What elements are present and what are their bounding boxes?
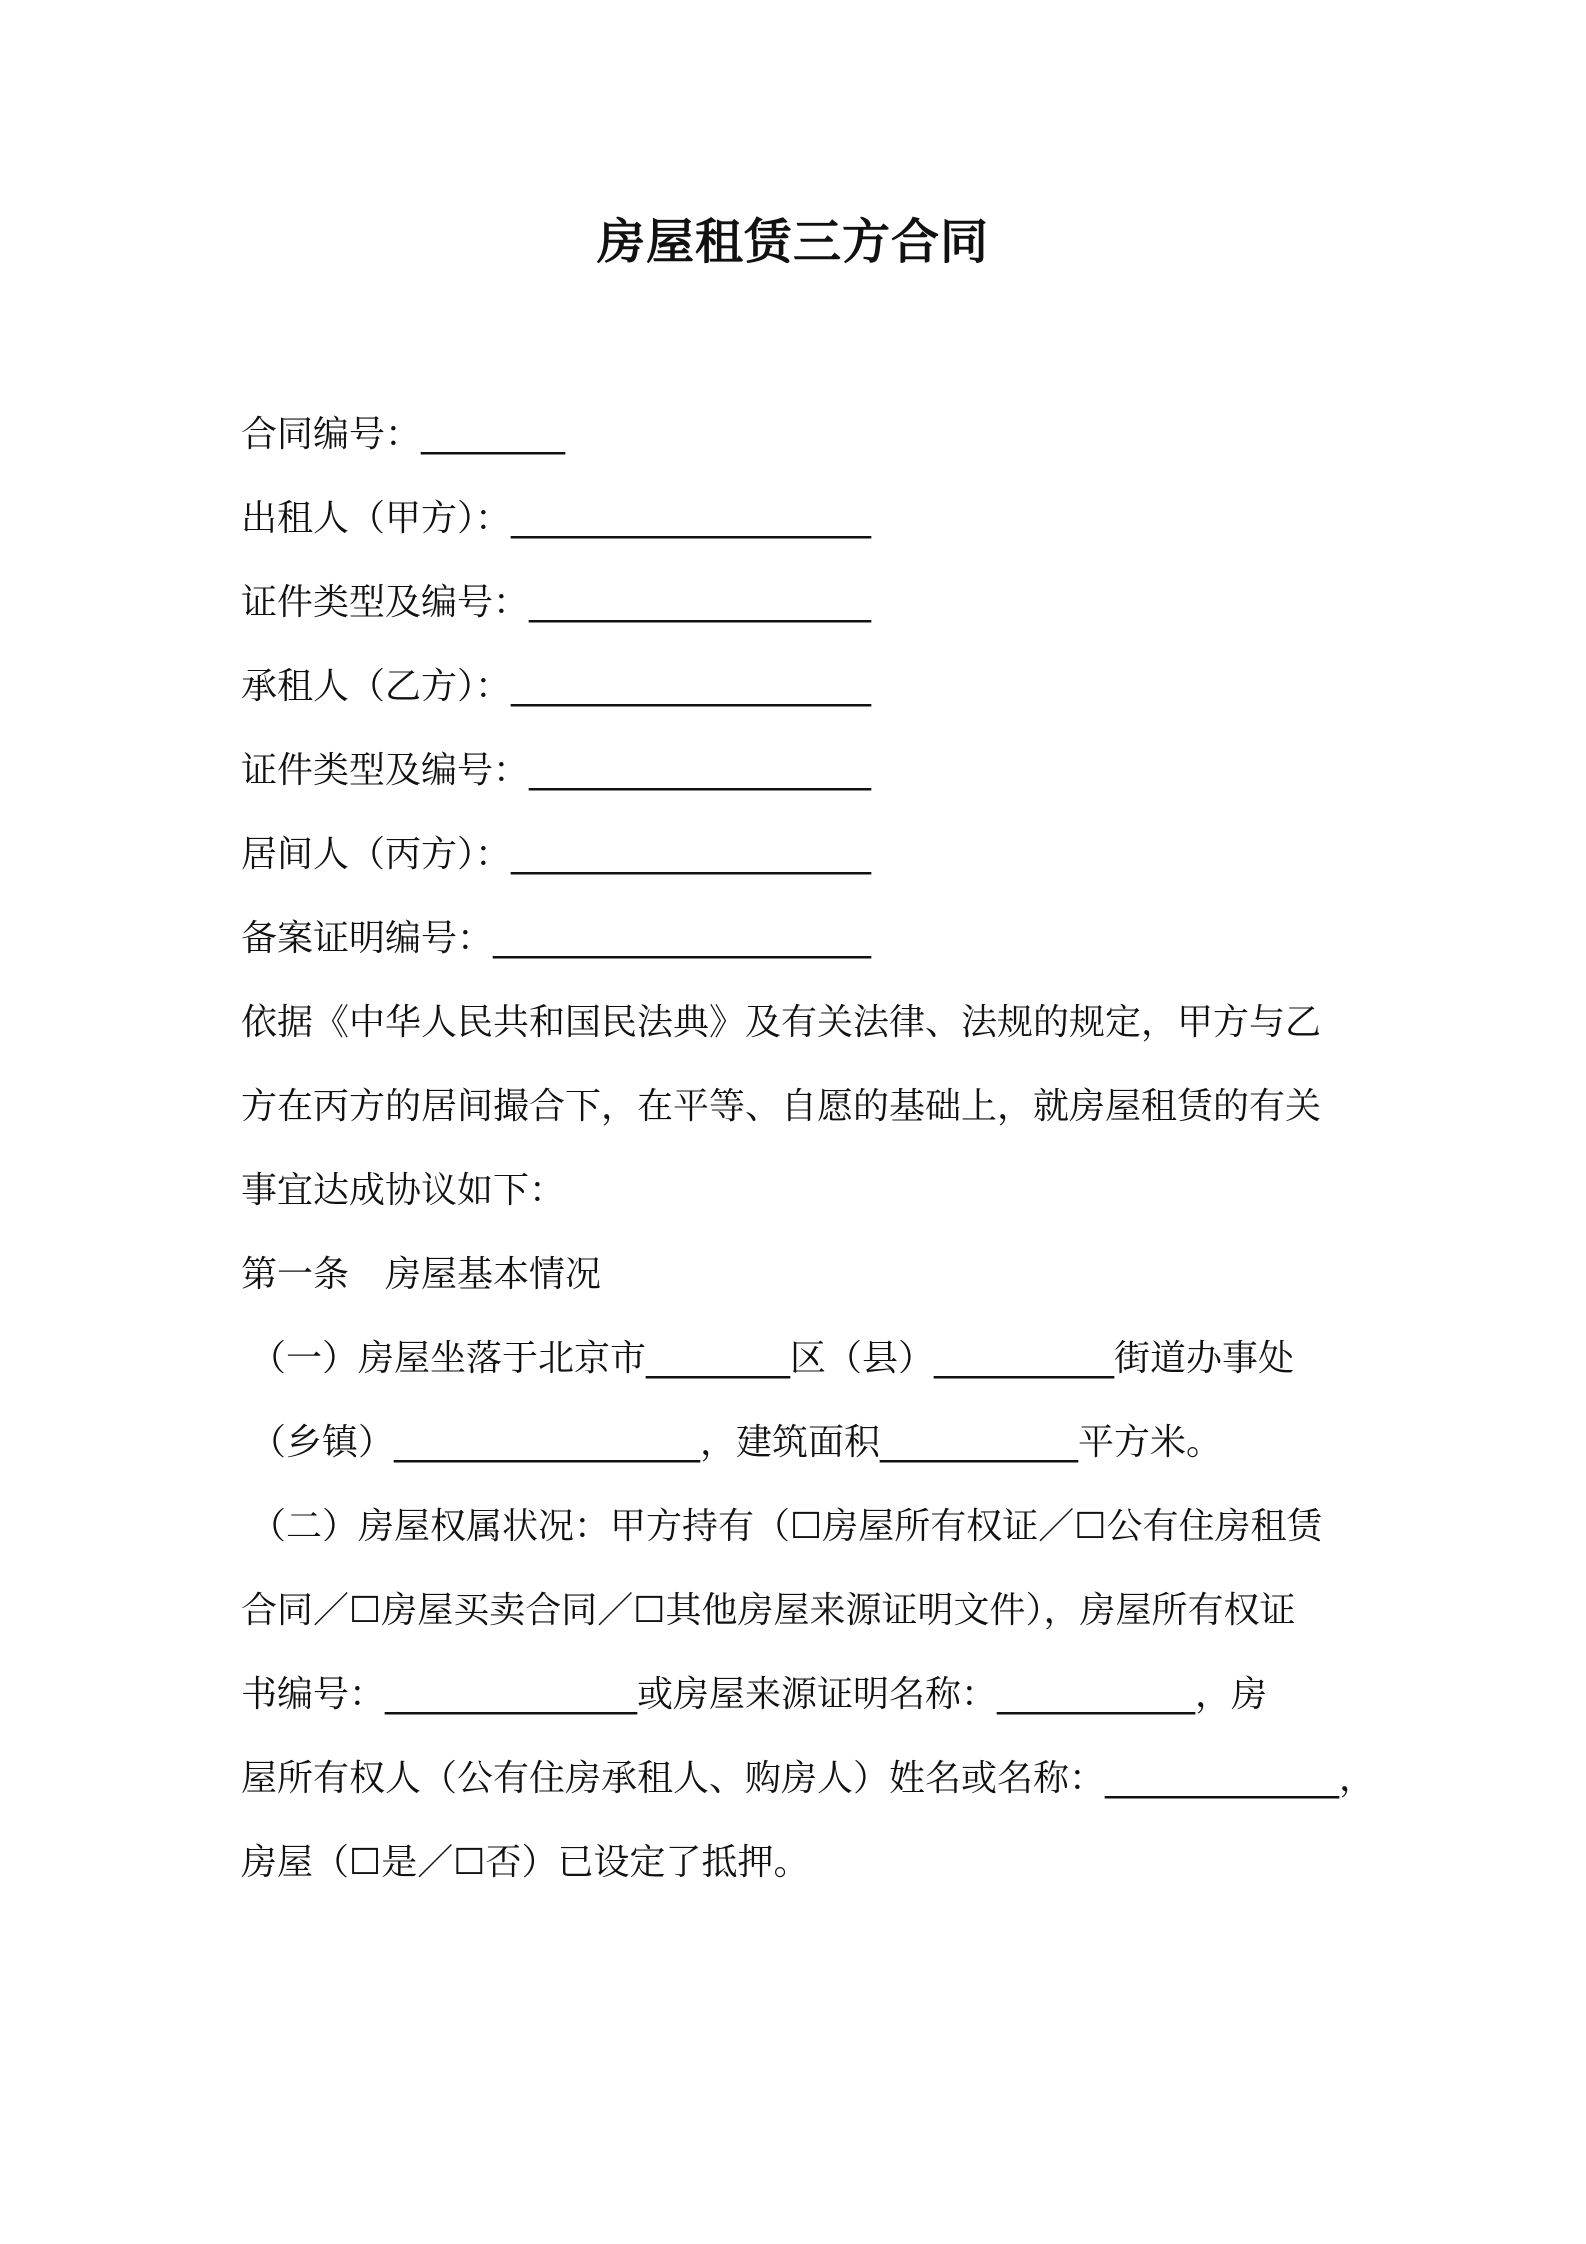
clause-line: 屋所有权人（公有住房承租人、购房人）姓名或名称：_____________，	[241, 1758, 1376, 1799]
lessee-field: 承租人（乙方）：____________________	[241, 666, 872, 707]
clause-line: 合同／☐房屋买卖合同／☐其他房屋来源证明文件），房屋所有权证	[241, 1590, 1296, 1631]
intermediary-field: 居间人（丙方）：____________________	[241, 834, 872, 875]
lessee-id-field: 证件类型及编号：___________________	[241, 750, 872, 791]
clause-line: 房屋（☐是／☐否）已设定了抵押。	[241, 1842, 810, 1883]
article-heading: 第一条 房屋基本情况	[241, 1254, 602, 1295]
clause-line: （乡镇）_________________，建筑面积___________平方米。	[250, 1422, 1223, 1463]
contract-number-field: 合同编号：________	[241, 414, 566, 455]
clause-line: （二）房屋权属状况：甲方持有（☐房屋所有权证／☐公有住房租赁	[250, 1506, 1323, 1547]
lessor-id-field: 证件类型及编号：___________________	[241, 582, 872, 623]
intro-line: 方在丙方的居间撮合下，在平等、自愿的基础上，就房屋租赁的有关	[241, 1086, 1322, 1127]
clause-line: （一）房屋坐落于北京市________区（县）__________街道办事处	[250, 1338, 1295, 1379]
lessor-field: 出租人（甲方）：____________________	[241, 498, 872, 539]
filing-number-field: 备案证明编号：_____________________	[241, 918, 872, 959]
clause-line: 书编号：______________或房屋来源证明名称：___________，房	[241, 1674, 1268, 1715]
document-title: 房屋租赁三方合同	[596, 214, 989, 270]
intro-line: 依据《中华人民共和国民法典》及有关法律、法规的规定，甲方与乙	[241, 1002, 1322, 1043]
intro-line: 事宜达成协议如下：	[241, 1170, 566, 1211]
